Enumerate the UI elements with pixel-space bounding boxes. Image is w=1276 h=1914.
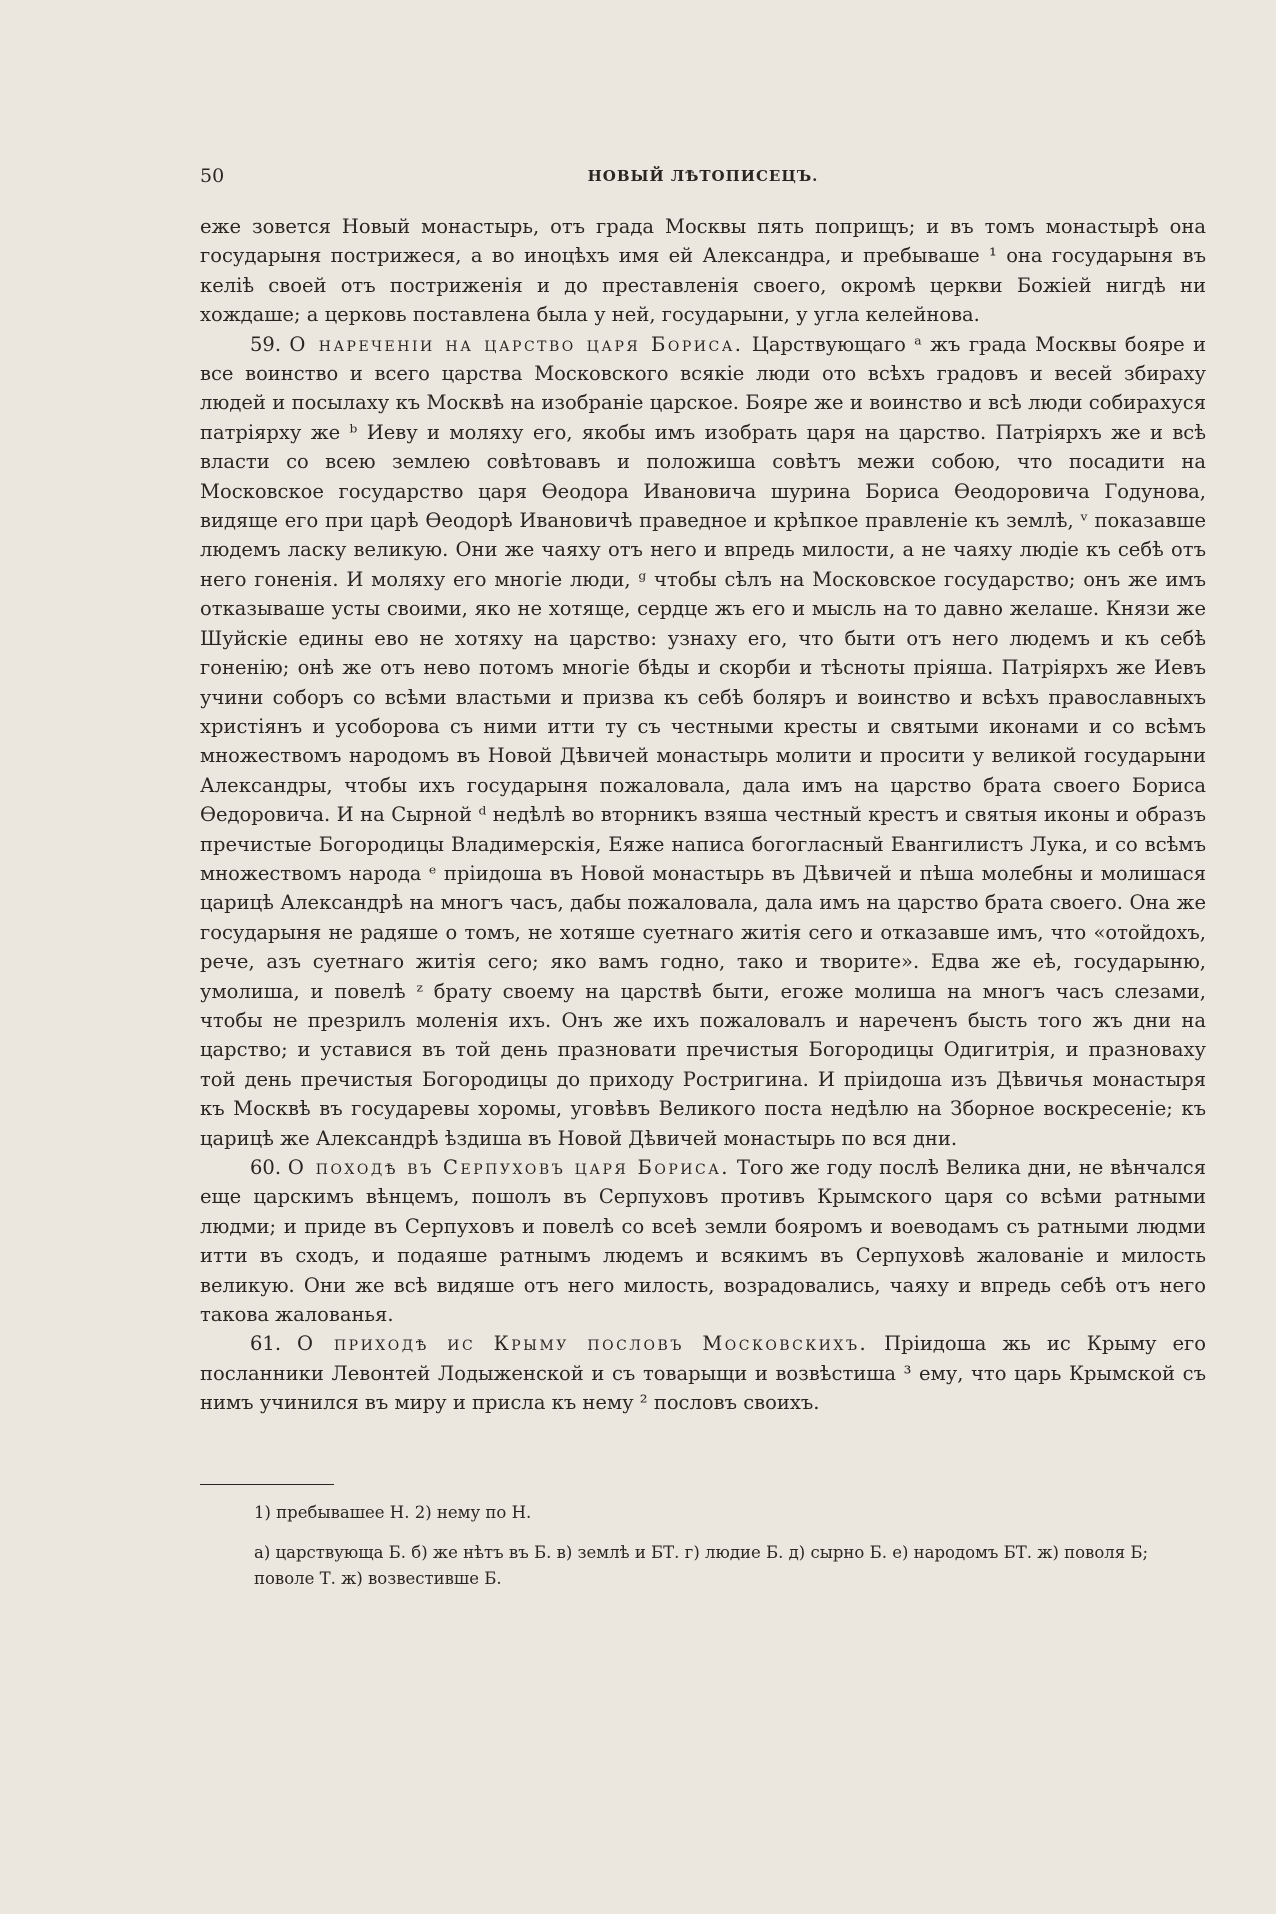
body-text [200, 212, 1206, 1418]
footnote-lettered: а) царствующа Б. б) же нѣтъ въ Б. в) землѣ и БТ. г) людие Б. д) сырно Б. е) народомъ БТ. ж) поволя Б; поволе Т. ж) возвестивше Б. [254, 1543, 1149, 1588]
footnote-divider [200, 1484, 334, 1485]
page-header [200, 165, 1206, 189]
paragraph-continuation: еже зовется Новый монастырь, отъ града Москвы пять поприщъ; и въ томъ монастырѣ она государыня пострижеся, а во иноцѣхъ имя ей Александра, и пребываше ¹ она государыня въ келiѣ своей отъ постриженiя и до преставленiя своего, окромѣ церкви Божiей нигдѣ ни хождаше; а церковь поставлена была у ней, государыни, у угла келейнова. [200, 215, 1206, 327]
footnote-numeric: 1) пребывашее Н. 2) нему по Н. [254, 1503, 532, 1522]
paragraph-59 [200, 330, 1206, 1153]
section-number: 59. [250, 332, 282, 356]
page-number: 50 [200, 165, 225, 187]
section-heading: О нареченiи на царство царя Бориса. [289, 332, 744, 356]
footnotes [200, 1500, 1206, 1592]
paragraph-61 [200, 1329, 1206, 1417]
running-title: НОВЫЙ ЛѢТОПИСЕЦЪ. [587, 167, 819, 185]
section-text: Того же году послѣ Велика дни, не вѣнчался еще царскимъ вѣнцемъ, пошолъ въ Серпуховъ противъ Крымского царя со всѣми ратными людми; и приде въ Серпуховъ и повелѣ со всеѣ земли бояромъ и воеводамъ съ ратными людми итти въ сходъ, и подаяше ратнымъ людемъ и всякимъ въ Серпуховѣ жалованiе и милость великую. Они же всѣ видяше отъ него милость, возрадовались, чаяху и впредь себѣ отъ него такова жалованья. [200, 1156, 1207, 1327]
section-number: 61. [250, 1332, 282, 1356]
section-heading: О приходѣ ис Крыму пословъ Московскихъ. [297, 1332, 869, 1356]
section-text: Прiидоша жь ис Крыму его посланники Левонтей Лодыженской и съ товарыщи и возвѣстиша ³ ему, что царь Крымской съ нимъ учинился въ миру и присла къ нему ² пословъ своихъ. [200, 1332, 1206, 1415]
section-number: 60. [250, 1156, 282, 1179]
section-heading: О походѣ въ Серпуховъ царя Бориса. [287, 1156, 731, 1179]
section-text: Царствующаго ᵃ жъ града Москвы бояре и все воинство и всего царства Московского всякiе люди ото всѣхъ градовъ и весей збираху людей и посылаху къ Москвѣ на изобранiе царское. Бояре же и воинство и всѣ люди собирахуся патрiярху же ᵇ Иеву и моляху его, якобы имъ изобрать царя на царство. Патрiярхъ же и всѣ власти со всею землею совѣтовавъ и положиша совѣтъ межи собою, что посадити на Московское государство царя Ѳеодора Ивановича шурина Бориса Ѳеодоровича Годунова, видяще его при царѣ Ѳеодорѣ Ивановичѣ праведное и крѣпкое правленiе къ землѣ, ᵛ показавше людемъ ласку великую. Они же чаяху отъ него и впредь милости, а не чаяху людiе къ себѣ отъ него гоненiя. И моляху его многiе люди, ᵍ чтобы сѣлъ на Московское государство; онъ же имъ отказываше усты своими, яко не хотяще, сердце жъ его и мысль на то давно желаше. Князи же Шуйскiе едины ево не хотяху на царство: узнаху его, что быти отъ него людемъ и къ себѣ гоненiю; онѣ же отъ нево потомъ многiе бѣды и скорби и тѣсноты прiяша. Патрiярхъ же Иевъ учини соборъ со всѣми властьми и призва къ себѣ боляръ и воинство и всѣхъ православныхъ христiянъ и усоборова съ ними итти ту съ честными кресты и святыми иконами и со всѣмъ множествомъ народомъ въ Новой Дѣвичей монастырь молити и просити у великой государыни Александры, чтобы ихъ государыня пожаловала, дала имъ на царство брата своего Бориса Ѳедоровича. И на Сырной ᵈ недѣлѣ во вторникъ взяша честный крестъ и святыя иконы и образъ пречистые Богородицы Владимерскiя, Еяже написа богогласный Евангилистъ Лука, и со всѣмъ множествомъ народа ᵉ прiидоша въ Новой монастырь въ Дѣвичей и пѣша молебны и молишася царицѣ Александрѣ на многъ часъ, дабы пожаловала, дала имъ на царство брата своего. Она же государыня не радяше о томъ, не хотяше суетнаго житiя сего и отказавше имъ, что «отойдохъ, рече, азъ суетнаго житiя сего; яко вамъ годно, тако и творите». Едва же еѣ, государыню, умолиша, и повелѣ ᶻ брату своему на царствѣ быти, егоже молиша на многъ часъ слезами, чтобы не презрилъ моленiя ихъ. Онъ же ихъ пожаловалъ и нареченъ бысть того жъ дни на царство; и уставися въ той день празновати пречистыя Богородицы Одигитрiя, и празноваху той день пречистыя Богородицы до приходу Ростригина. И прiидоша изъ Дѣвичья монастыря къ Москвѣ въ государевы хоромы, уговѣвъ Великого поста недѣлю на Зборное воскресенiе; къ царицѣ же Александрѣ ѣздиша въ Новой Дѣвичей монастырь по вся дни. [200, 332, 1207, 1150]
paragraph-60 [200, 1153, 1206, 1329]
